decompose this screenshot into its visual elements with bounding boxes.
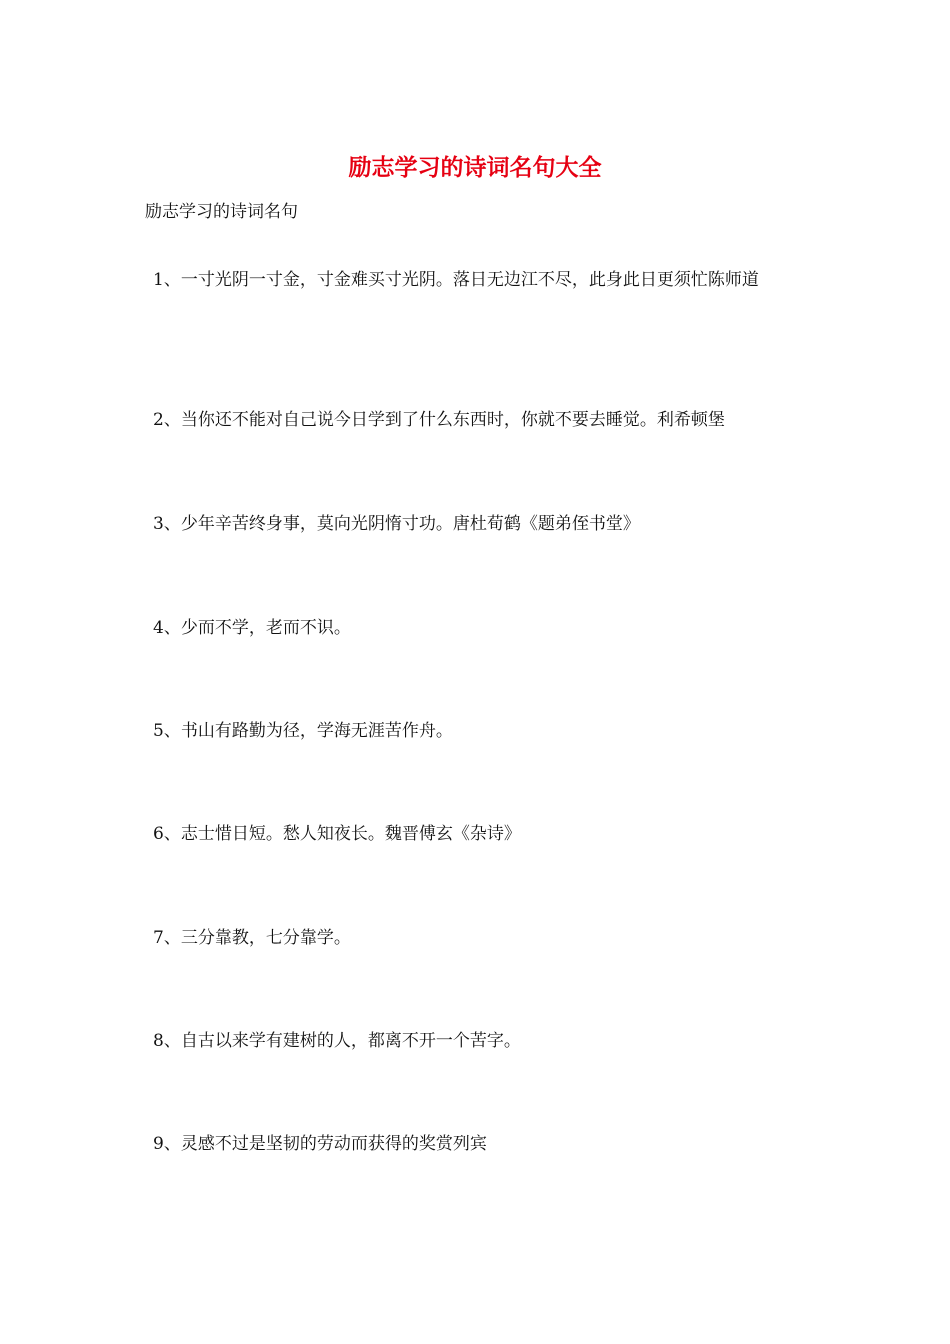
list-item — [145, 714, 810, 748]
document-subtitle: 励志学习的诗词名句 — [145, 202, 298, 222]
list-item — [145, 1127, 810, 1161]
list-item — [145, 1024, 810, 1058]
item-number: 6、 — [153, 824, 181, 844]
item-text: 灵感不过是坚韧的劳动而获得的奖赏列宾 — [180, 1134, 487, 1154]
list-item — [145, 921, 810, 955]
item-text: 少而不学，老而不识。 — [180, 618, 351, 638]
item-text: 三分靠教，七分靠学。 — [180, 928, 351, 948]
item-text: 志士惜日短。愁人知夜长。魏晋傅玄《杂诗》 — [180, 824, 521, 844]
item-number: 9、 — [153, 1134, 181, 1154]
item-text: 当你还不能对自己说今日学到了什么东西时，你就不要去睡觉。利希顿堡 — [180, 410, 725, 430]
item-number: 1、 — [153, 270, 181, 290]
item-number: 2、 — [153, 410, 181, 430]
item-text: 少年辛苦终身事，莫向光阴惰寸功。唐杜荀鹤《题弟侄书堂》 — [180, 514, 640, 534]
list-item — [145, 611, 810, 645]
list-item — [145, 817, 810, 851]
list-item — [145, 403, 810, 437]
document-title: 励志学习的诗词名句大全 — [348, 154, 602, 181]
item-text: 一寸光阴一寸金，寸金难买寸光阴。落日无边江不尽，此身此日更须忙陈师道 — [180, 270, 759, 290]
list-item — [145, 263, 810, 297]
item-number: 7、 — [153, 928, 181, 948]
item-text: 书山有路勤为径，学海无涯苦作舟。 — [180, 721, 453, 741]
item-number: 5、 — [153, 721, 181, 741]
item-number: 8、 — [153, 1031, 181, 1051]
list-item — [145, 507, 810, 541]
item-text: 自古以来学有建树的人，都离不开一个苦字。 — [180, 1031, 521, 1051]
item-number: 4、 — [153, 618, 181, 638]
item-number: 3、 — [153, 514, 181, 534]
